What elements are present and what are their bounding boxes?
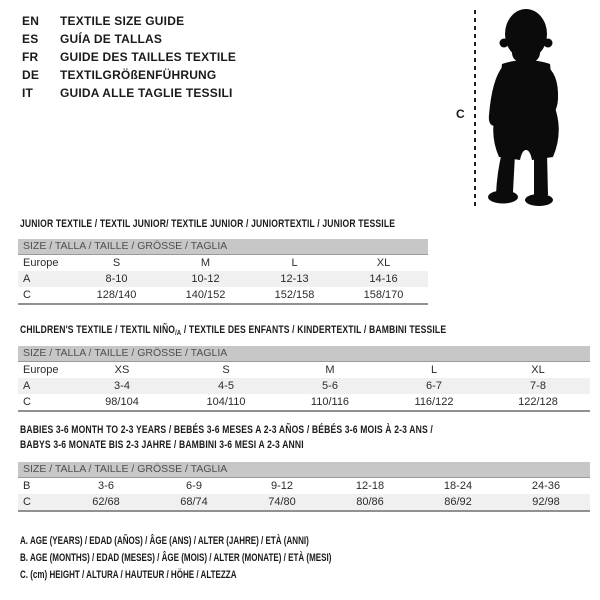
row-label-cell: A [18, 271, 72, 287]
guide-title: GUIDE DES TAILLES TEXTILE [60, 50, 237, 64]
row-label-cell: C [23, 289, 31, 301]
language-row [22, 84, 236, 102]
size-cell: 152/158 [274, 289, 315, 301]
guide-title: GUÍA DE TALLAS [60, 32, 163, 46]
table-row [18, 494, 590, 511]
language-code: IT [22, 86, 34, 100]
row-label-cell: Europe [23, 257, 59, 269]
size-cell: 68/74 [150, 494, 238, 511]
section-title-babies [20, 423, 433, 453]
size-cell: 18-24 [443, 480, 473, 492]
table-row [18, 255, 428, 271]
size-cell: 86/92 [414, 494, 502, 511]
note-age-years: A. AGE (YEARS) / EDAD (AÑOS) / ÂGE (ANS) / ALTER (JAHRE) / ETÀ (ANNI) [20, 535, 309, 547]
size-cell: 6-9 [186, 480, 202, 492]
size-cell: L [430, 364, 438, 376]
junior-size-table [18, 239, 428, 305]
size-header-bar: SIZE / TALLA / TAILLE / GRÖSSE / TAGLIA [18, 462, 590, 478]
height-measure-dashed-line [474, 10, 476, 207]
size-cell: 3-4 [70, 378, 174, 394]
size-cell: 116/122 [414, 396, 454, 408]
guide-title: TEXTILE SIZE GUIDE [60, 14, 185, 28]
row-label-cell: C [23, 396, 31, 408]
size-cell: 140/152 [185, 289, 226, 301]
size-cell: 5-6 [278, 378, 382, 394]
language-row [22, 30, 236, 48]
row-label-cell: B [23, 480, 31, 492]
section-title-junior: JUNIOR TEXTILE / TEXTIL JUNIOR/ TEXTILE JUNIOR / JUNIORTEXTIL / JUNIOR TESSILE [20, 218, 396, 230]
size-cell: M [200, 257, 211, 269]
language-row [22, 66, 236, 84]
language-code: EN [22, 14, 40, 28]
table-row [18, 362, 590, 378]
table-row [18, 271, 428, 287]
toddler-silhouette [482, 7, 570, 208]
children-size-table [18, 346, 590, 412]
size-cell: 8-10 [72, 271, 161, 287]
language-row [22, 48, 236, 66]
language-code: FR [22, 50, 39, 64]
section-title-line1: BABIES 3-6 MONTH TO 2-3 YEARS / BEBÉS 3-6 MESES A 2-3 AÑOS / BÉBÉS 3-6 MOIS À 2-3 ANS / [20, 424, 433, 436]
size-cell: 6-7 [382, 378, 486, 394]
size-cell: 3-6 [98, 480, 114, 492]
section-title-children [20, 324, 446, 336]
size-header-bar: SIZE / TALLA / TAILLE / GRÖSSE / TAGLIA [18, 239, 428, 255]
language-code: DE [22, 68, 40, 82]
babies-size-table [18, 462, 590, 512]
section-title-line2: BABYS 3-6 MONATE BIS 2-3 JAHRE / BAMBINI 3-6 MESI A 2-3 ANNI [20, 439, 304, 451]
size-cell: S [112, 257, 121, 269]
size-cell: 12-18 [355, 480, 385, 492]
note-height-cm: C. (cm) HEIGHT / ALTURA / HAUTEUR / HÖHE / ALTEZZA [20, 569, 237, 581]
table-row [18, 287, 428, 304]
table-row [18, 394, 590, 411]
size-cell: M [325, 364, 335, 376]
size-cell: XL [531, 364, 545, 376]
size-cell: 62/68 [62, 494, 150, 511]
size-cell: 98/104 [105, 396, 139, 408]
section-title-subscript: /A [175, 328, 182, 337]
size-cell: 24-36 [531, 480, 561, 492]
size-cell: 92/98 [502, 494, 590, 511]
section-title-text: CHILDREN'S TEXTILE / TEXTIL NIÑO [20, 324, 176, 336]
guide-title: GUIDA ALLE TAGLIE TESSILI [60, 86, 233, 100]
height-marker-label: C [456, 107, 465, 121]
size-cell: 7-8 [486, 378, 590, 394]
size-header-bar: SIZE / TALLA / TAILLE / GRÖSSE / TAGLIA [18, 346, 590, 362]
row-label-cell: C [18, 494, 62, 511]
size-cell: 110/116 [310, 396, 350, 408]
size-cell: 80/86 [326, 494, 414, 511]
row-label-cell: Europe [23, 364, 59, 376]
section-title-text: / TEXTILE DES ENFANTS / KINDERTEXTIL / BAMBINI TESSILE [181, 324, 447, 336]
row-label-cell: A [18, 378, 70, 394]
note-age-months: B. AGE (MONTHS) / EDAD (MESES) / ÂGE (MOIS) / ALTER (MONATE) / ETÀ (MESI) [20, 552, 332, 564]
guide-title: TEXTILGRÖßENFÜHRUNG [60, 68, 217, 82]
legend-notes [20, 533, 447, 584]
size-cell: 158/170 [363, 289, 404, 301]
size-cell: 14-16 [339, 271, 428, 287]
size-cell: S [222, 364, 230, 376]
table-row [18, 378, 590, 394]
size-cell: XS [114, 364, 130, 376]
language-code: ES [22, 32, 39, 46]
size-cell: L [291, 257, 298, 269]
size-cell: 128/140 [96, 289, 137, 301]
size-cell: 4-5 [174, 378, 278, 394]
size-cell: XL [376, 257, 391, 269]
size-cell: 122/128 [518, 396, 558, 408]
size-cell: 9-12 [270, 480, 294, 492]
size-cell: 74/80 [238, 494, 326, 511]
size-cell: 104/110 [206, 396, 246, 408]
size-cell: 10-12 [161, 271, 250, 287]
table-row [18, 478, 590, 494]
language-row [22, 12, 236, 30]
size-cell: 12-13 [250, 271, 339, 287]
language-list [22, 12, 236, 102]
